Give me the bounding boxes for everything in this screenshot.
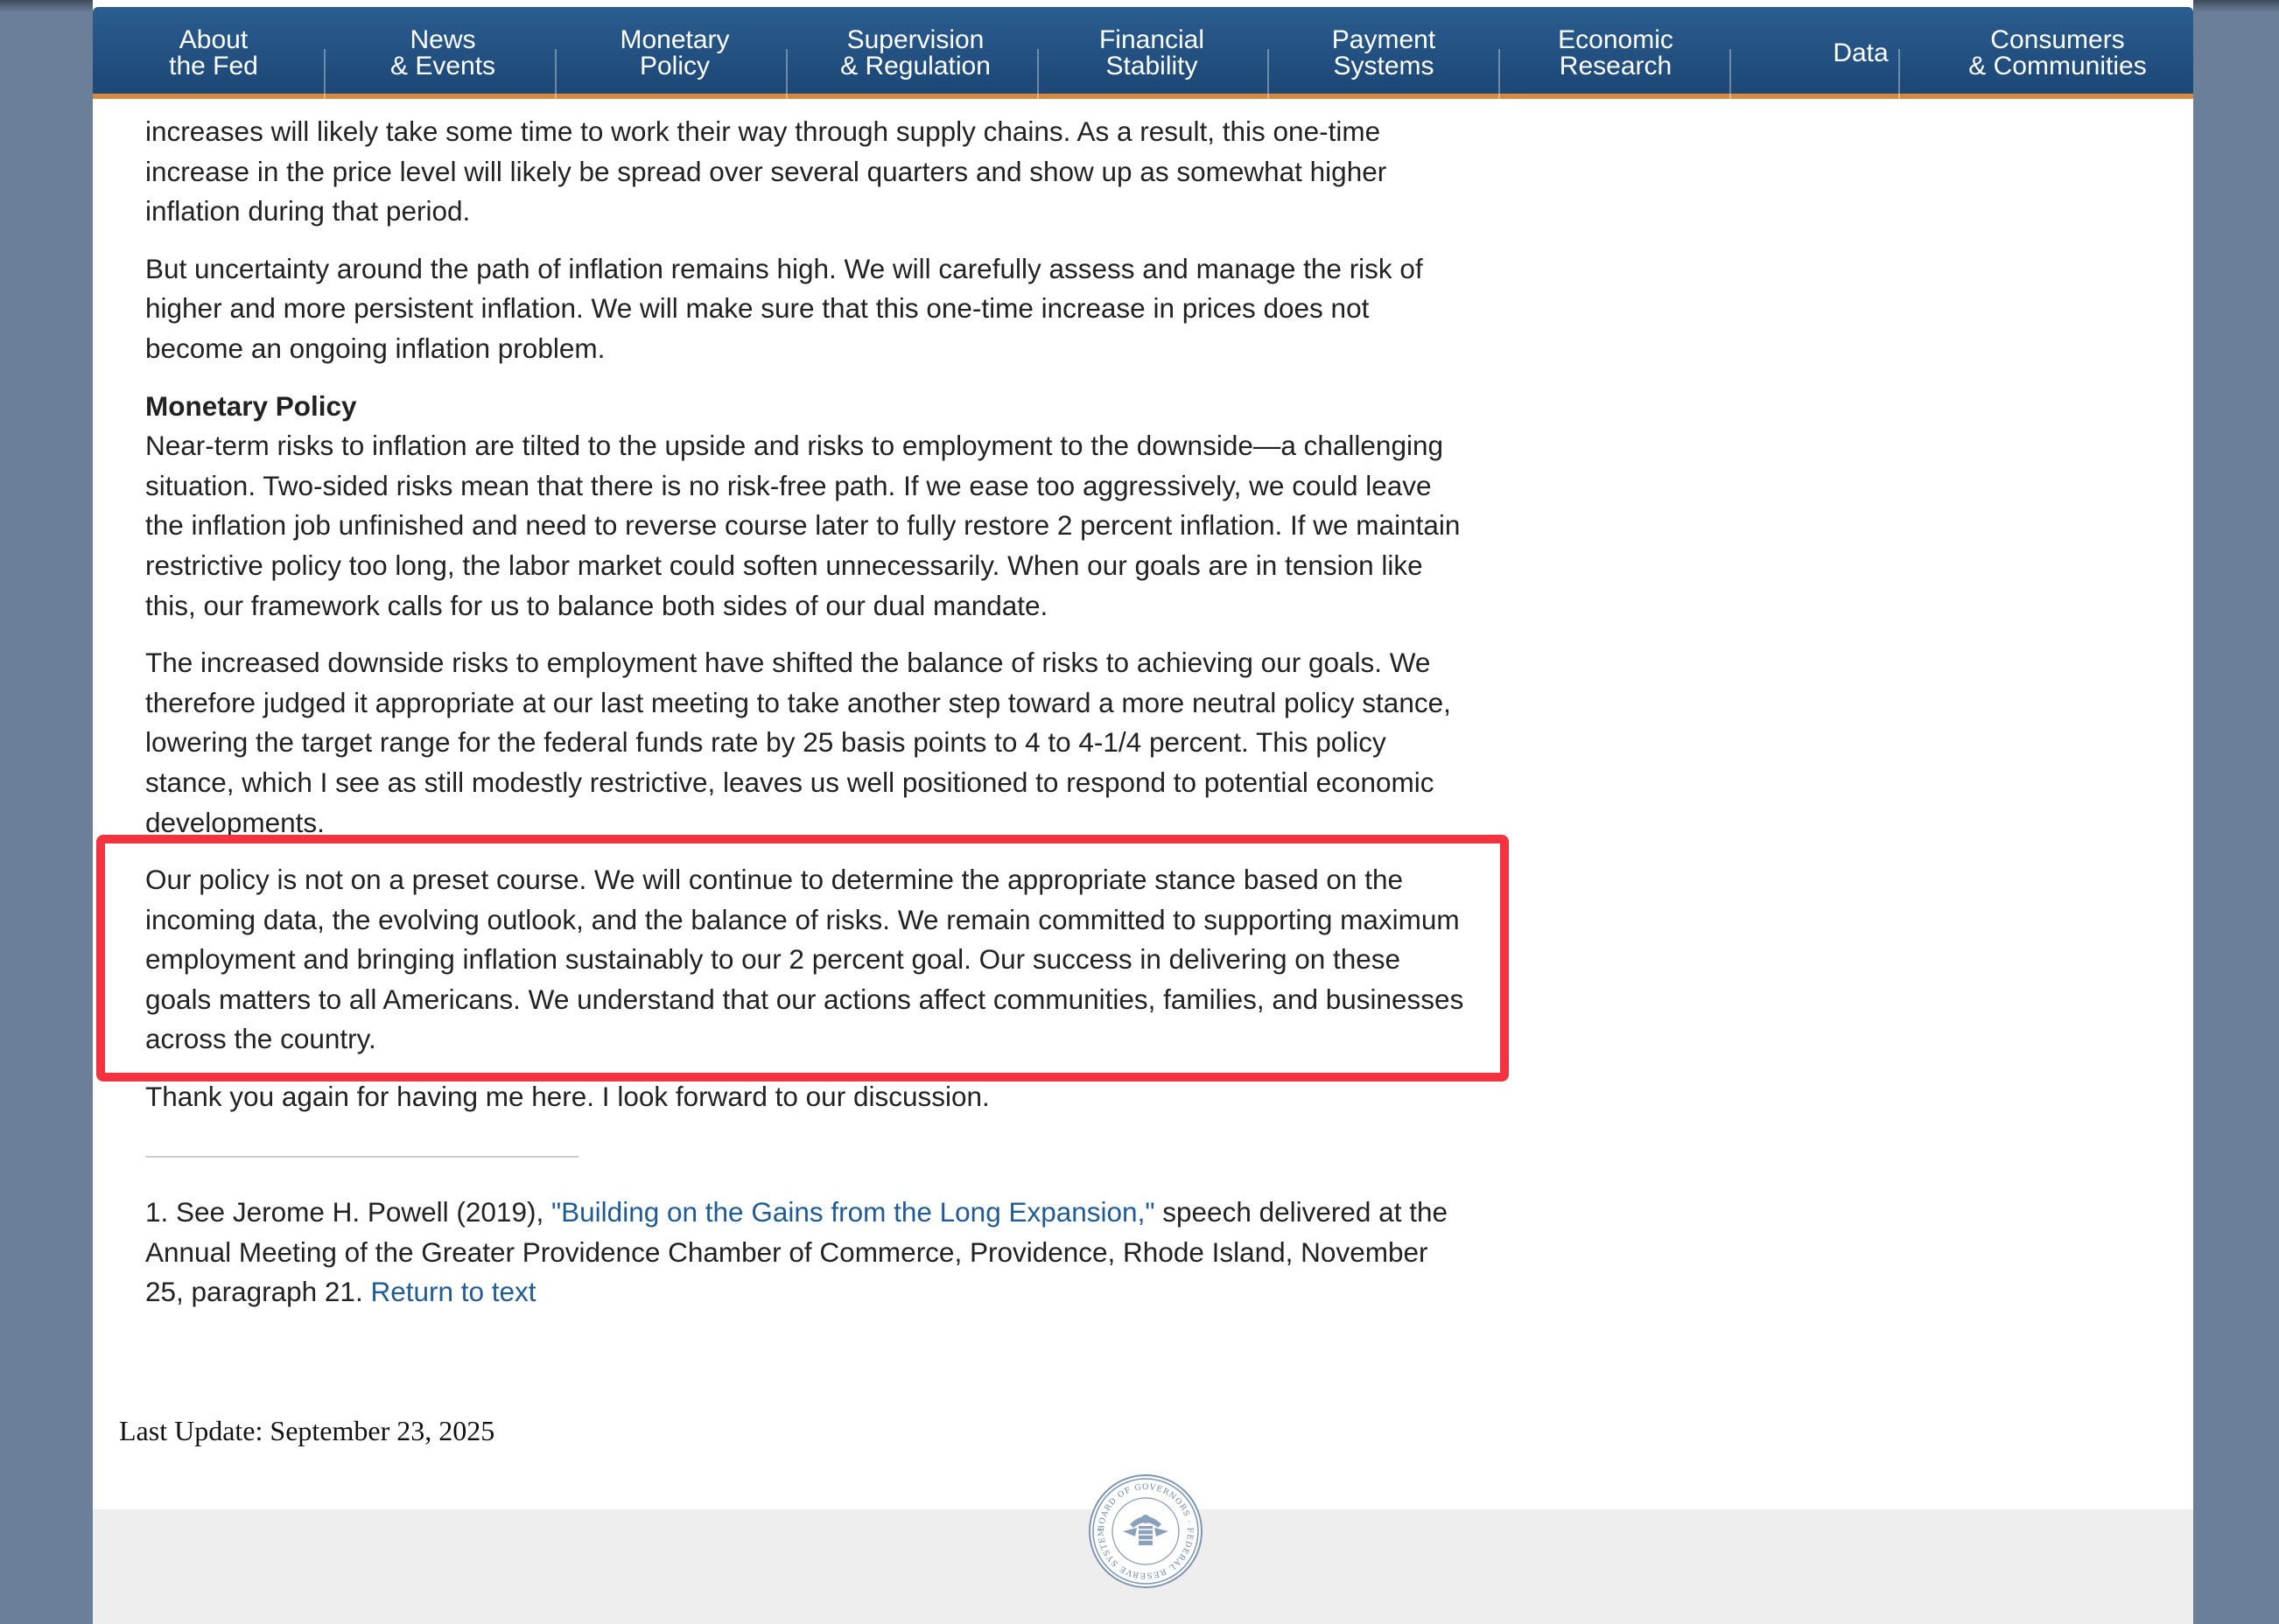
article-paragraph: Thank you again for having me here. I look forward to our discussion. [145,1081,990,1113]
nav-separator [1898,49,1900,99]
article-paragraph: But uncertainty around the path of inflation remains high. We will carefully assess and manage the risk of higher and more persistent inflation. We will make sure that this one-time increase in prices does not become an ongoing inflation problem. [145,252,1423,364]
nav-financial-stability[interactable]: Financial Stability [1098,24,1205,80]
nav-separator [786,49,788,99]
federal-reserve-seal-icon [1088,1474,1203,1589]
footnote-speech-link[interactable]: "Building on the Gains from the Long Expansion," [550,1196,1155,1228]
footnote [145,1193,1467,1312]
nav-separator [1037,49,1039,99]
nav-payment-systems[interactable]: Payment Systems [1331,24,1436,80]
article-paragraph: Near-term risks to inflation are tilted to the upside and risks to employment to the downside—a challenging situation. Two-sided risks mean that there is no risk-free path. If we ease too aggressively, we could leave the inflation job unfinished and need to reverse course later to fully restore 2 percent inflation. If we maintain restrictive policy too long, the labor market could soften unnecessarily. When our goals are in tension like this, our framework calls for us to balance both sides of our dual mandate. [145,430,1461,621]
last-update: Last Update: September 23, 2025 [119,1415,495,1446]
nav-news-events[interactable]: News & Events [389,24,496,80]
nav-economic-research[interactable]: Economic Research [1558,24,1673,80]
nav-separator [324,49,326,99]
article-paragraph: The increased downside risks to employment have shifted the balance of risks to achieving our goals. We therefore judged it appropriate at our last meeting to take another step toward a more neutral policy stance, lowering the target range for the federal funds rate by 25 basis points to 4 to 4-1/4 percent. This policy stance, which I see as still modestly restrictive, leaves us well positioned to respond to potential economic developments. [145,647,1451,838]
nav-monetary-policy[interactable]: Monetary Policy [620,24,730,80]
nav-separator [1498,49,1500,99]
highlighted-paragraph: Our policy is not on a preset course. We will continue to determine the appropriate stance based on the incoming data, the evolving outlook, and the balance of risks. We remain committed to supporting maximum employment and bringing inflation sustainably to our 2 percent goal. Our success in delivering on these goals matters to all Americans. We understand that our actions affect communities, families, and businesses across the country. [145,864,1464,1055]
footnote-divider [145,1156,579,1158]
nav-data[interactable]: Data [1833,38,1889,67]
return-to-text-link[interactable]: Return to text [370,1276,536,1308]
seal-text: BOARD OF GOVERNORS · FEDERAL RESERVE SYSTEM [1097,1482,1195,1580]
nav-about-the-fed[interactable]: About the Fed [169,24,258,80]
nav-separator [1267,49,1269,99]
highlight-annotation-box [96,835,1509,1082]
main-navigation [93,7,2193,99]
nav-consumers-communities[interactable]: Consumers & Communities [1968,24,2147,80]
article-paragraph: increases will likely take some time to work their way through supply chains. As a result, this one-time increase in the price level will likely be spread over several quarters and show up as somewhat higher inflation during that period. [145,116,1387,228]
nav-separator [1729,49,1731,99]
footnote-prefix: 1. See Jerome H. Powell (2019), [145,1196,551,1228]
section-heading: Monetary Policy [145,389,357,422]
page [93,0,2193,1624]
nav-supervision-regulation[interactable]: Supervision & Regulation [840,24,991,80]
nav-separator [555,49,557,99]
footnote-suffix: speech delivered at the Annual Meeting of the Greater Providence Chamber of Commerce, Providence, Rhode Island, November 25, paragraph 21. [145,1196,1448,1308]
